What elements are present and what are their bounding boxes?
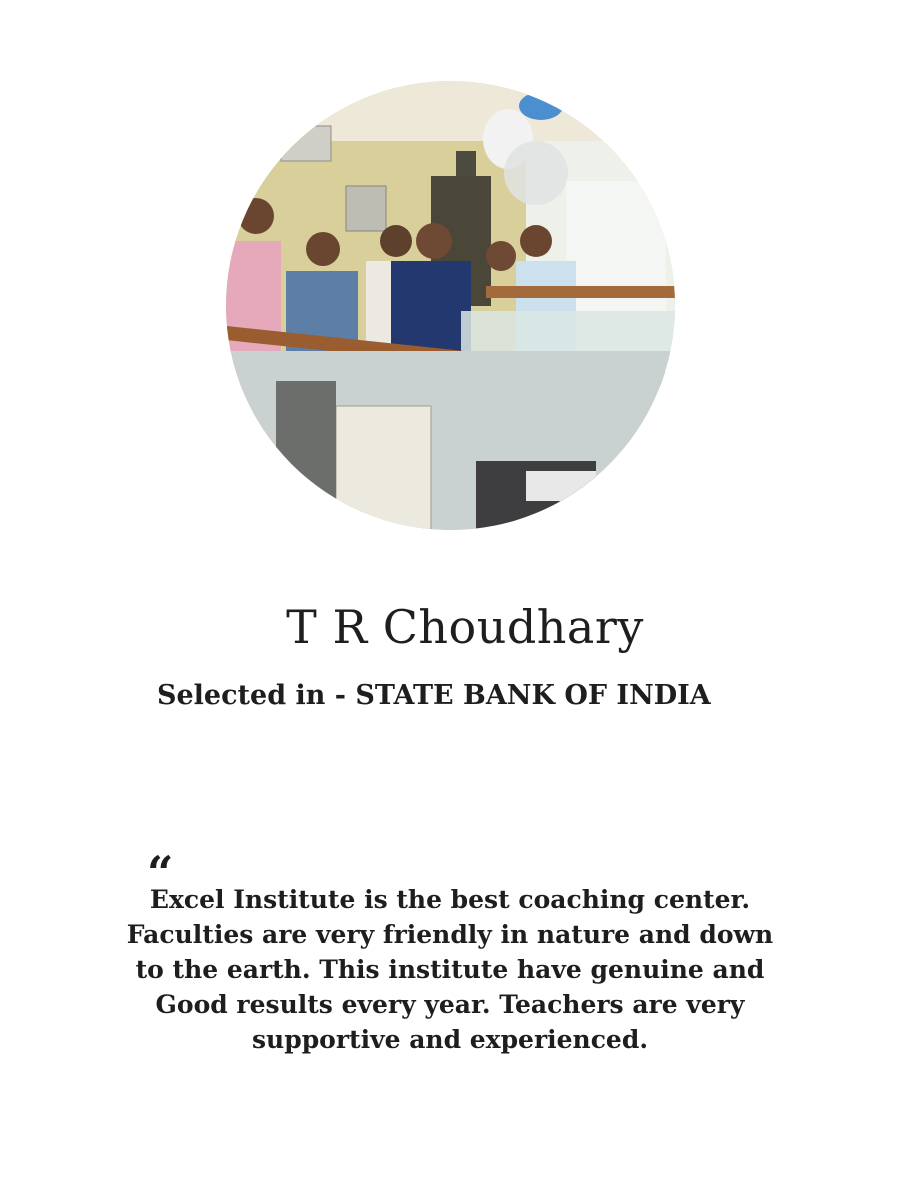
selected-in-text: Selected in - STATE BANK OF INDIA	[157, 680, 711, 711]
testimonial-photo	[226, 81, 675, 530]
person-name: T R Choudhary	[286, 600, 644, 654]
quote-mark-icon: “	[147, 846, 174, 900]
testimonial-quote: Excel Institute is the best coaching center. Faculties are very friendly in nature and down to the earth. This institute have genuine and Good results every year. Teachers are very supportive and experienced.	[126, 885, 774, 1054]
